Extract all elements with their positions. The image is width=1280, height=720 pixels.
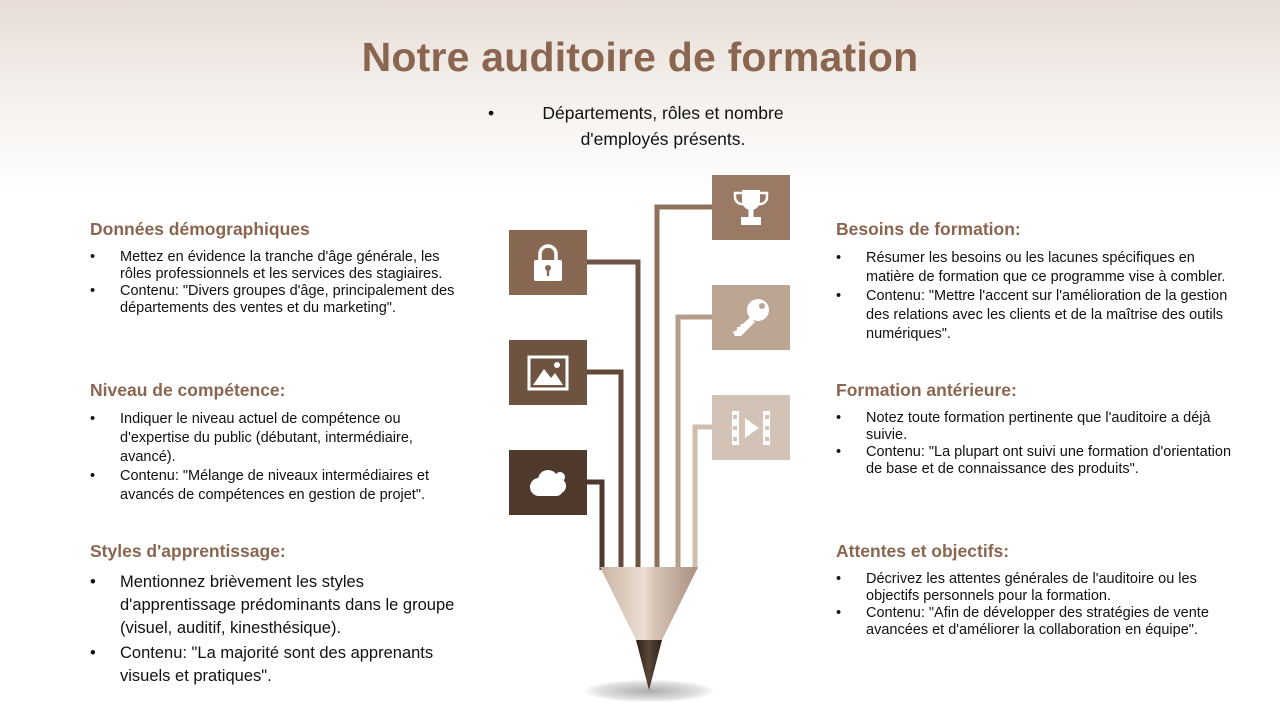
section-heading: Données démographiques <box>90 219 310 239</box>
lock-box <box>509 230 587 295</box>
list-item: • Contenu: "Mélange de niveaux intermédiaires et avancés de compétences en gestion de projet". <box>90 467 460 505</box>
list-item: • Contenu: "Divers groupes d'âge, principalement des départements des ventes et du marketing". <box>90 283 460 317</box>
cloud-box <box>509 450 587 515</box>
image-box <box>509 340 587 405</box>
list-item: • Notez toute formation pertinente que l'auditoire a déjà suivie. <box>836 410 1241 444</box>
list-item: • Contenu: "Mettre l'accent sur l'amélioration de la gestion des relations avec les clients et de la maîtrise des outils numériques". <box>836 287 1241 344</box>
trophy-icon <box>731 187 771 229</box>
subtitle-bullet: • <box>488 103 495 123</box>
section-heading: Formation antérieure: <box>836 380 1017 400</box>
list-item: • Mentionnez brièvement les styles d'apprentissage prédominants dans le groupe (visuel, auditif, kinesthésique). <box>90 571 460 640</box>
list-item: • Mettez en évidence la tranche d'âge générale, les rôles professionnels et les services des stagiaires. <box>90 249 460 283</box>
slide-title: Notre auditoire de formation <box>361 34 919 80</box>
pencil-body <box>600 567 698 640</box>
connector-line-video <box>695 427 712 570</box>
list-item: • Contenu: "La majorité sont des apprenants visuels et pratiques". <box>90 642 460 688</box>
video-box <box>712 395 790 460</box>
section-heading: Styles d'apprentissage: <box>90 541 286 561</box>
list-item: • Décrivez les attentes générales de l'auditoire ou les objectifs personnels pour la formation. <box>836 571 1241 605</box>
list-item: • Indiquer le niveau actuel de compétence ou d'expertise du public (débutant, intermédiaire, avancé). <box>90 410 460 467</box>
list-item: • Contenu: "Afin de développer des stratégies de vente avancées et d'améliorer la collaboration en équipe". <box>836 605 1241 639</box>
section-heading: Besoins de formation: <box>836 219 1021 239</box>
trophy-box <box>712 175 790 240</box>
connector-line-trophy <box>657 207 712 570</box>
list-item: • Contenu: "La plupart ont suivi une formation d'orientation de base et de connaissance des produits". <box>836 444 1241 478</box>
list-item: • Résumer les besoins ou les lacunes spécifiques en matière de formation que ce programme vise à combler. <box>836 249 1241 287</box>
key-icon <box>729 296 773 340</box>
section-heading: Niveau de compétence: <box>90 380 286 400</box>
key-box <box>712 285 790 350</box>
subtitle-text: Départements, rôles et nombre d'employés présents. <box>542 103 784 149</box>
section-heading: Attentes et objectifs: <box>836 541 1010 561</box>
video-icon <box>730 409 772 447</box>
lock-icon <box>530 243 566 283</box>
cloud-icon <box>526 467 570 499</box>
pencil-shadow <box>585 680 713 702</box>
connector-line-lock <box>586 262 638 570</box>
image-icon <box>527 355 569 391</box>
connector-line-cloud <box>586 482 602 570</box>
